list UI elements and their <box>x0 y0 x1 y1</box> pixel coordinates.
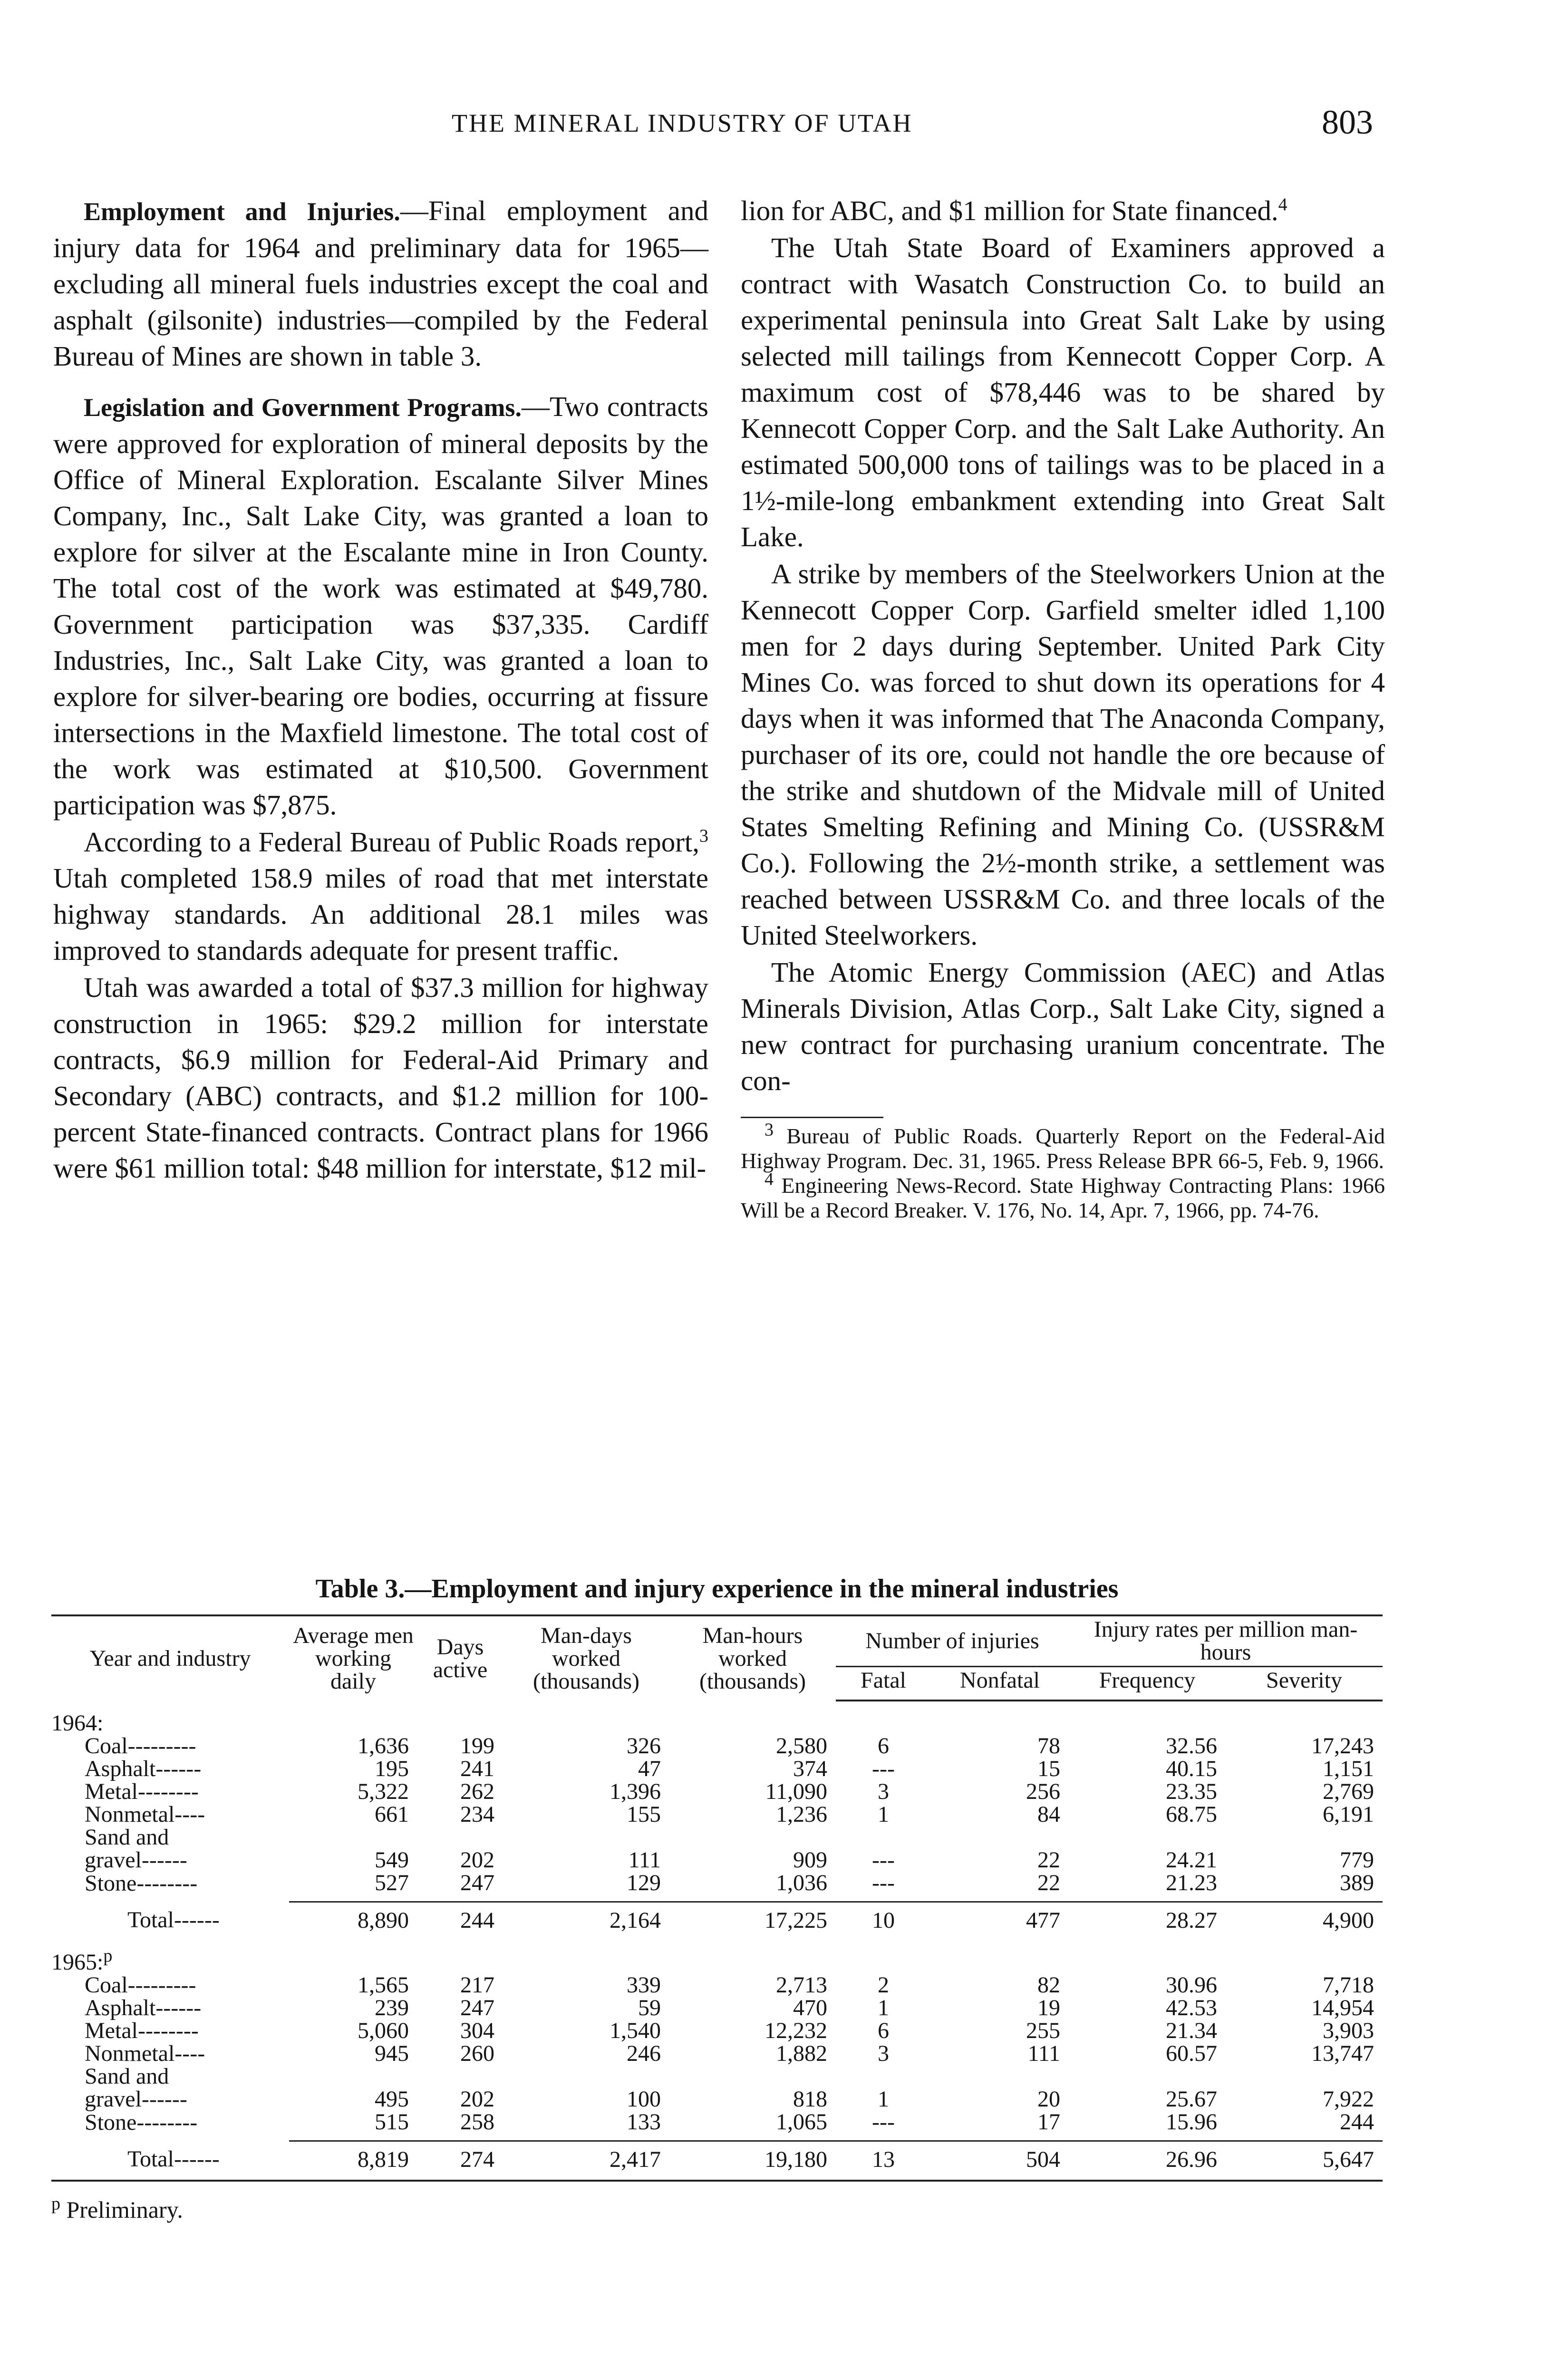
value-cell: 255 <box>1026 2018 1060 2043</box>
value-cell <box>417 2065 503 2088</box>
value-cell <box>503 1826 669 1849</box>
value-cell <box>836 1826 931 1849</box>
value-cell: 256 <box>1026 1779 1060 1804</box>
total-value: 28.27 <box>1069 1902 1226 1941</box>
table-row <box>51 2019 1383 2042</box>
table-row <box>51 1872 1383 1902</box>
header-man-hours: Man-hours worked (thousands) <box>669 1615 836 1701</box>
value-cell: 68.75 <box>1166 1802 1217 1827</box>
value-cell: 82 <box>1037 1972 1060 1998</box>
industry-cell: Nonmetal---- <box>85 1802 205 1827</box>
header-fatal: Fatal <box>836 1667 931 1701</box>
table-section-1965 <box>51 1941 1383 2181</box>
value-cell: 339 <box>627 1972 661 1998</box>
footnote-mark: 4 <box>765 1169 774 1189</box>
value-cell: 260 <box>460 2041 494 2066</box>
paragraph-text: Utah completed 158.9 miles of road that met interstate highway standards. An additional 28.1 miles was improved to standards adequate for present traffic. <box>53 862 708 966</box>
value-cell: 217 <box>460 1972 494 1998</box>
footnote-text: Preliminary. <box>60 2196 183 2223</box>
value-cell: 15 <box>1037 1756 1060 1781</box>
footnote-3 <box>741 1120 1385 1173</box>
paragraph-peninsula: The Utah State Board of Examiners approved a contract with Wasatch Construction Co. to build an experimental peninsula into Great Salt Lake by using selected mill tailings from Kennecott Copper Corp. A maximum cost of $78,446 was to be shared by Kennecott Copper Corp. and the Salt Lake Authority. An estimated 500,000 tons of tailings was to be placed in a 1½-mile-long embankment extending into Great Salt Lake. <box>741 232 1385 552</box>
value-cell <box>503 2065 669 2088</box>
header-days-active: Days active <box>417 1615 503 1701</box>
value-cell: 1,236 <box>776 1802 827 1827</box>
total-value: 477 <box>931 1902 1069 1941</box>
value-cell: 13,747 <box>1311 2041 1374 2066</box>
total-label: Total------ <box>127 1907 220 1933</box>
header-man-days: Man-days worked (thousands) <box>503 1615 669 1701</box>
industry-cell: Metal-------- <box>85 2018 199 2043</box>
industry-cell: gravel------ <box>85 1847 187 1873</box>
value-cell: 15.96 <box>1166 2109 1217 2135</box>
value-cell: 42.53 <box>1166 1995 1217 2020</box>
paragraph-abc <box>741 193 1385 229</box>
value-cell: 133 <box>627 2109 661 2135</box>
preliminary-mark: p <box>103 1946 113 1966</box>
value-cell: 244 <box>1340 2109 1374 2135</box>
value-cell: --- <box>872 1847 895 1873</box>
paragraph-aec: The Atomic Energy Commission (AEC) and Atlas Minerals Division, Atlas Corp., Salt Lake City, signed a new contract for purchasing uranium concentrate. The con- <box>741 957 1385 1096</box>
value-cell: 389 <box>1340 1870 1374 1895</box>
left-column <box>53 193 708 1186</box>
paragraph-roads-report <box>53 824 708 968</box>
value-cell: 100 <box>627 2087 661 2112</box>
value-cell: 32.56 <box>1166 1733 1217 1759</box>
value-cell: 1,396 <box>610 1779 661 1804</box>
value-cell: 60.57 <box>1166 2041 1217 2066</box>
industry-cell: Sand and <box>85 2064 169 2089</box>
value-cell: 3 <box>878 1779 889 1804</box>
value-cell: 24.21 <box>1166 1847 1217 1873</box>
value-cell: 5,322 <box>358 1779 409 1804</box>
table-row <box>51 2042 1383 2065</box>
industry-cell: Stone-------- <box>85 1870 198 1896</box>
value-cell <box>836 2065 931 2088</box>
right-column <box>741 193 1385 1223</box>
value-cell: 3,903 <box>1323 2018 1374 2043</box>
value-cell: 59 <box>638 1995 661 2020</box>
total-value: 8,890 <box>289 1902 417 1941</box>
value-cell: 909 <box>793 1847 827 1873</box>
table-row <box>51 1758 1383 1780</box>
year-label-1964: 1964: <box>51 1710 104 1736</box>
table-row <box>51 1780 1383 1803</box>
value-cell: 2,713 <box>776 1972 827 1998</box>
value-cell: 21.23 <box>1166 1870 1217 1895</box>
value-cell: 78 <box>1037 1733 1060 1759</box>
value-cell: 1,882 <box>776 2041 827 2066</box>
value-cell: 2,769 <box>1323 1779 1374 1804</box>
value-cell: 25.67 <box>1166 2087 1217 2112</box>
value-cell: 945 <box>375 2041 409 2066</box>
value-cell <box>1226 2065 1383 2088</box>
value-cell: 5,060 <box>358 2018 409 2043</box>
value-cell: 202 <box>460 2087 494 2112</box>
footnote-mark: 3 <box>765 1120 774 1140</box>
paragraph-legislation <box>53 388 708 823</box>
value-cell: 7,718 <box>1323 1972 1374 1998</box>
industry-cell: Coal--------- <box>85 1733 196 1759</box>
value-cell: 129 <box>627 1870 661 1895</box>
value-cell: 17,243 <box>1311 1733 1374 1759</box>
paragraph-strike: A strike by members of the Steelworkers Union at the Kennecott Copper Corp. Garfield smelter idled 1,100 men for 2 days during September. United Park City Mines Co. was forced to shut down its operations for 4 days when it was informed that The Anaconda Company, purchaser of its ore, could not handle the ore because of the strike and shutdown of the Midvale mill of United States Smelting Refining and Mining Co. (USSR&M Co.). Following the 2½-month strike, a settlement was reached between USSR&M Co. and three locals of the United Steelworkers. <box>741 558 1385 951</box>
value-cell: 23.35 <box>1166 1779 1217 1804</box>
value-cell: 7,922 <box>1323 2087 1374 2112</box>
value-cell: 549 <box>375 1847 409 1873</box>
table-row <box>51 2111 1383 2141</box>
value-cell: 1,151 <box>1323 1756 1374 1781</box>
total-value: 274 <box>417 2141 503 2181</box>
total-value: 17,225 <box>669 1902 836 1941</box>
value-cell: 19 <box>1037 1995 1060 2020</box>
total-value: 26.96 <box>1069 2141 1226 2181</box>
footnote-mark: p <box>51 2193 60 2214</box>
value-cell: 40.15 <box>1166 1756 1217 1781</box>
header-frequency: Frequency <box>1069 1667 1226 1701</box>
value-cell <box>669 1826 836 1849</box>
footnote-ref: 4 <box>1278 194 1287 215</box>
table-footnote <box>51 2193 1383 2223</box>
paragraph-employment <box>53 193 708 374</box>
value-cell <box>669 2065 836 2088</box>
value-cell: 241 <box>460 1756 494 1781</box>
industry-cell: Asphalt------ <box>85 1756 202 1781</box>
value-cell: 1,636 <box>358 1733 409 1759</box>
value-cell: 246 <box>627 2041 661 2066</box>
table-3 <box>51 1574 1383 2223</box>
value-cell <box>1226 1826 1383 1849</box>
value-cell: 527 <box>375 1870 409 1895</box>
value-cell: 155 <box>627 1802 661 1827</box>
paragraph-text: —Two contracts were approved for exploration of mineral deposits by the Office of Mineral Exploration. Escalante Silver Mines Company, Inc., Salt Lake City, was granted a loan to explore for silver at the Escalante mine in Iron County. The total cost of the work was estimated at $49,780. Government participation was $37,335. Cardiff Industries, Inc., Salt Lake City, was granted a loan to explore for silver-bearing ore bodies, occurring at fissure intersections in the Maxfield limestone. The total cost of the work was estimated at $10,500. Government participation was $7,875. <box>53 391 709 821</box>
value-cell: 3 <box>878 2041 889 2066</box>
value-cell <box>1069 2065 1226 2088</box>
employment-injury-table <box>51 1614 1383 2182</box>
value-cell <box>417 1826 503 1849</box>
table-title: Table 3.—Employment and injury experience in the mineral industries <box>315 1574 1119 1604</box>
header-avg-men: Average men working daily <box>289 1615 417 1701</box>
industry-cell: gravel------ <box>85 2087 187 2112</box>
footnote-divider <box>741 1117 883 1118</box>
value-cell: 111 <box>1027 2041 1060 2066</box>
value-cell: 1 <box>878 1802 889 1827</box>
footnote-text: Engineering News-Record. State Highway Contracting Plans: 1966 Will be a Record Breaker. V. 176, No. 14, Apr. 7, 1966, pp. 74-76. <box>741 1173 1385 1222</box>
runin-heading: Legislation and Government Programs. <box>84 393 522 422</box>
header-severity: Severity <box>1226 1667 1383 1701</box>
value-cell: 202 <box>460 1847 494 1873</box>
total-value: 8,819 <box>289 2141 417 2181</box>
total-value: 5,647 <box>1226 2141 1383 2181</box>
year-text: 1965: <box>51 1950 104 1975</box>
paragraph-highway-award: Utah was awarded a total of $37.3 million for highway construction in 1965: $29.2 million for interstate contracts, $6.9 million for Federal-Aid Primary and Secondary (ABC) contracts, and $1.2 million for 100-percent State-financed contracts. Contract plans for 1966 were $61 million total: $48 million for interstate, $12 mil- <box>53 972 708 1184</box>
value-cell: --- <box>872 1756 895 1781</box>
value-cell: 304 <box>460 2018 494 2043</box>
value-cell: 111 <box>628 1847 661 1873</box>
running-title: THE MINERAL INDUSTRY OF UTAH <box>452 109 913 137</box>
value-cell: 14,954 <box>1311 1995 1374 2020</box>
value-cell: 818 <box>793 2087 827 2112</box>
year-label-1965 <box>51 1941 1383 1974</box>
header-nonfatal: Nonfatal <box>931 1667 1069 1701</box>
value-cell: 22 <box>1037 1870 1060 1895</box>
value-cell: 1,036 <box>776 1870 827 1895</box>
total-row <box>51 1902 1383 1941</box>
table-row <box>51 1849 1383 1872</box>
table-row <box>51 2065 1383 2088</box>
industry-cell: Metal-------- <box>85 1779 199 1804</box>
value-cell: 20 <box>1037 2087 1060 2112</box>
industry-cell: Nonmetal---- <box>85 2041 205 2066</box>
value-cell: 17 <box>1037 2109 1060 2135</box>
value-cell: 30.96 <box>1166 1972 1217 1998</box>
value-cell: 470 <box>793 1995 827 2020</box>
value-cell: 262 <box>460 1779 494 1804</box>
value-cell <box>931 2065 1069 2088</box>
value-cell: 6 <box>878 2018 889 2043</box>
value-cell: 1,565 <box>358 1972 409 1998</box>
header-number-of-injuries: Number of injuries <box>836 1615 1069 1667</box>
total-value: 19,180 <box>669 2141 836 2181</box>
value-cell: 6 <box>878 1733 889 1759</box>
running-header <box>0 103 1568 156</box>
value-cell: 495 <box>375 2087 409 2112</box>
value-cell: 2,580 <box>776 1733 827 1759</box>
value-cell: 247 <box>460 1995 494 2020</box>
value-cell: 1,065 <box>776 2109 827 2135</box>
industry-cell: Asphalt------ <box>85 1995 202 2020</box>
page-number: 803 <box>1322 103 1373 141</box>
table-row <box>51 2088 1383 2111</box>
table-row <box>51 1735 1383 1758</box>
runin-heading: Employment and Injuries. <box>84 197 400 226</box>
value-cell: 239 <box>375 1995 409 2020</box>
value-cell: 1 <box>878 2087 889 2112</box>
table-row <box>51 1974 1383 1997</box>
value-cell <box>289 2065 417 2088</box>
header-injury-rates: Injury rates per million man-hours <box>1069 1615 1383 1667</box>
value-cell: --- <box>872 2109 895 2135</box>
value-cell: 12,232 <box>765 2018 827 2043</box>
industry-cell: Stone-------- <box>85 2109 198 2135</box>
industry-cell: Coal--------- <box>85 1972 196 1998</box>
table-row <box>51 1826 1383 1849</box>
value-cell: 195 <box>375 1756 409 1781</box>
value-cell: 234 <box>460 1802 494 1827</box>
value-cell: 2 <box>878 1972 889 1998</box>
value-cell: 11,090 <box>765 1779 827 1804</box>
footnote-4 <box>741 1169 1385 1223</box>
value-cell: 84 <box>1037 1802 1060 1827</box>
table-row <box>51 1803 1383 1826</box>
header-year-industry: Year and industry <box>51 1615 289 1701</box>
total-value: 2,417 <box>503 2141 669 2181</box>
footnote-ref: 3 <box>699 826 708 846</box>
paragraph-text: According to a Federal Bureau of Public Roads report, <box>84 826 699 858</box>
paragraph-text: —Final employment and injury data for 1964 and preliminary data for 1965—excluding all mineral fuels industries except the coal and asphalt (gilsonite) industries—compiled by the Federal Bureau of Mines are shown in table 3. <box>53 195 708 372</box>
total-value: 4,900 <box>1226 1902 1383 1941</box>
value-cell <box>289 1826 417 1849</box>
value-cell <box>931 1826 1069 1849</box>
value-cell: 199 <box>460 1733 494 1759</box>
total-value: 10 <box>836 1902 931 1941</box>
total-value: 244 <box>417 1902 503 1941</box>
total-label: Total------ <box>51 2141 289 2181</box>
value-cell: 515 <box>375 2109 409 2135</box>
value-cell: 247 <box>460 1870 494 1895</box>
table-row <box>51 1997 1383 2019</box>
value-cell: 1 <box>878 1995 889 2020</box>
value-cell: 374 <box>793 1756 827 1781</box>
value-cell: 47 <box>638 1756 661 1781</box>
industry-cell: Sand and <box>85 1825 169 1850</box>
value-cell: 661 <box>375 1802 409 1827</box>
total-value: 504 <box>931 2141 1069 2181</box>
value-cell: 1,540 <box>610 2018 661 2043</box>
value-cell: 326 <box>627 1733 661 1759</box>
table-section-1964 <box>51 1701 1383 1941</box>
paragraph-text: lion for ABC, and $1 million for State financed. <box>741 195 1278 226</box>
total-row <box>51 2141 1383 2181</box>
value-cell: 6,191 <box>1323 1802 1374 1827</box>
value-cell: 779 <box>1340 1847 1374 1873</box>
value-cell: 22 <box>1037 1847 1060 1873</box>
value-cell: 258 <box>460 2109 494 2135</box>
total-value: 13 <box>836 2141 931 2181</box>
value-cell <box>1069 1826 1226 1849</box>
value-cell: 21.34 <box>1166 2018 1217 2043</box>
value-cell: --- <box>872 1870 895 1895</box>
footnote-text: Bureau of Public Roads. Quarterly Report on the Federal-Aid Highway Program. Dec. 31, 1965. Press Release BPR 66-5, Feb. 9, 1966. <box>741 1124 1385 1173</box>
total-value: 2,164 <box>503 1902 669 1941</box>
